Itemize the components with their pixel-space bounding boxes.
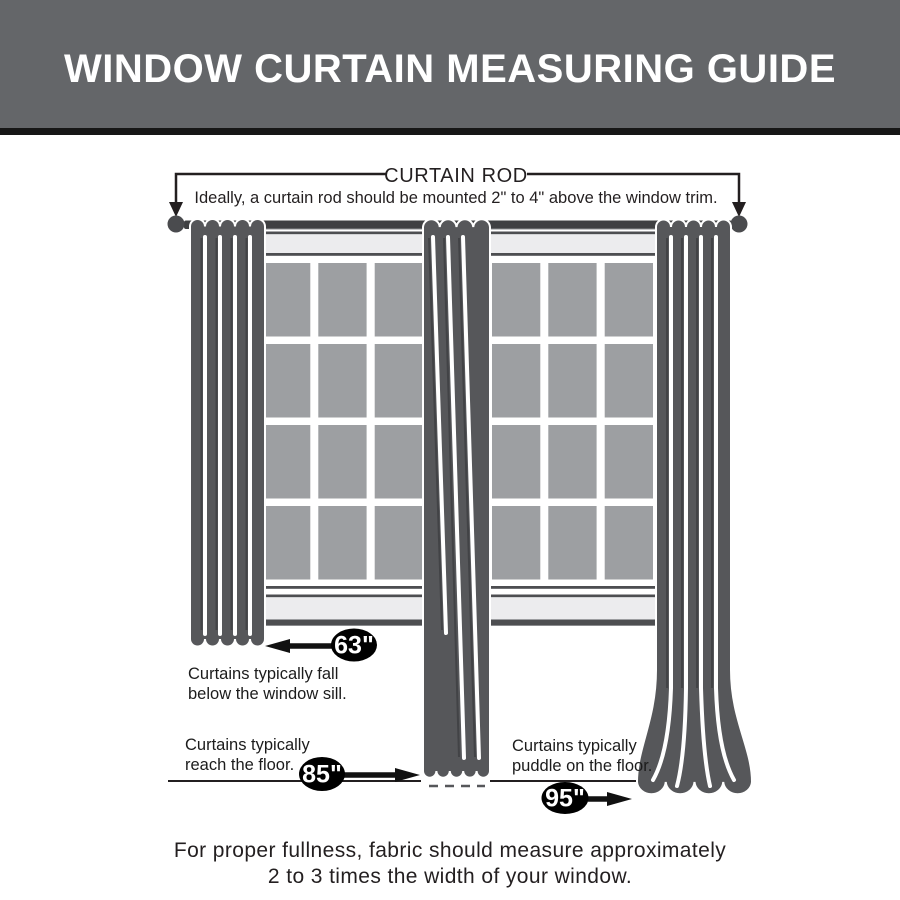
right-arrow-icon bbox=[607, 792, 632, 806]
window-pane bbox=[375, 344, 423, 418]
down-arrow-icon bbox=[169, 202, 183, 217]
window-pane bbox=[262, 344, 310, 418]
window-pane bbox=[605, 263, 653, 337]
window-sill-band bbox=[260, 597, 425, 619]
window-pane bbox=[548, 344, 596, 418]
window-pane bbox=[605, 425, 653, 499]
fullness-note bbox=[0, 838, 900, 890]
window-pane bbox=[318, 425, 366, 499]
rod-finial-left bbox=[168, 216, 185, 233]
window-pane bbox=[548, 263, 596, 337]
rod-callout bbox=[169, 165, 746, 217]
right-arrow-icon bbox=[395, 768, 420, 782]
rod-label: CURTAIN ROD bbox=[384, 165, 528, 187]
rod-finial-right bbox=[731, 216, 748, 233]
measurement-85 bbox=[185, 736, 420, 791]
window-pane bbox=[492, 344, 540, 418]
window-pane bbox=[605, 344, 653, 418]
window-trim-line bbox=[490, 232, 655, 235]
window-sill-band bbox=[490, 597, 655, 619]
down-arrow-icon bbox=[732, 202, 746, 217]
window-trim-band bbox=[490, 234, 655, 253]
fullness-note-line1: For proper fullness, fabric should measure approximately bbox=[173, 839, 727, 862]
window-pane bbox=[318, 344, 366, 418]
window-pane bbox=[605, 506, 653, 580]
window-trim-line bbox=[260, 253, 425, 256]
window-pane bbox=[375, 263, 423, 337]
window-sill-line bbox=[490, 586, 655, 589]
caption-line: Curtains typically fall bbox=[188, 665, 339, 683]
window-pane bbox=[548, 425, 596, 499]
measurement-95 bbox=[512, 737, 652, 814]
window-sill-line bbox=[260, 586, 425, 589]
window-pane bbox=[492, 425, 540, 499]
window-pane bbox=[492, 506, 540, 580]
window-pane bbox=[318, 263, 366, 337]
length-value: 63" bbox=[334, 631, 374, 660]
window-pane bbox=[492, 263, 540, 337]
window-pane bbox=[375, 506, 423, 580]
window-sill-edge bbox=[490, 620, 655, 626]
window-trim-line bbox=[490, 253, 655, 256]
fullness-note-line2: 2 to 3 times the width of your window. bbox=[267, 865, 633, 888]
caption-line: puddle on the floor. bbox=[512, 757, 653, 775]
caption-line: Curtains typically bbox=[512, 737, 637, 755]
window-pane bbox=[262, 506, 310, 580]
left-curtain-below-sill bbox=[190, 219, 265, 647]
length-value: 95" bbox=[545, 784, 585, 813]
window-pane bbox=[262, 263, 310, 337]
caption-line: Curtains typically bbox=[185, 736, 310, 754]
window-pane bbox=[318, 506, 366, 580]
middle-curtain-reach-floor bbox=[423, 219, 490, 786]
window-sill-line bbox=[490, 595, 655, 598]
caption-line: reach the floor. bbox=[185, 756, 295, 774]
length-value: 85" bbox=[302, 760, 342, 789]
window-sill-edge bbox=[260, 620, 425, 626]
window-pane bbox=[262, 425, 310, 499]
window-trim-line bbox=[260, 232, 425, 235]
caption-line: below the window sill. bbox=[188, 685, 347, 703]
left-arrow-icon bbox=[265, 639, 290, 653]
rod-mounting-note: Ideally, a curtain rod should be mounted 2" to 4" above the window trim. bbox=[194, 189, 718, 207]
window-pane bbox=[375, 425, 423, 499]
page-title: WINDOW CURTAIN MEASURING GUIDE bbox=[64, 46, 836, 91]
left-window bbox=[258, 229, 427, 626]
window-trim-band bbox=[260, 234, 425, 253]
window-pane bbox=[548, 506, 596, 580]
right-window bbox=[488, 229, 657, 626]
window-sill-line bbox=[260, 595, 425, 598]
